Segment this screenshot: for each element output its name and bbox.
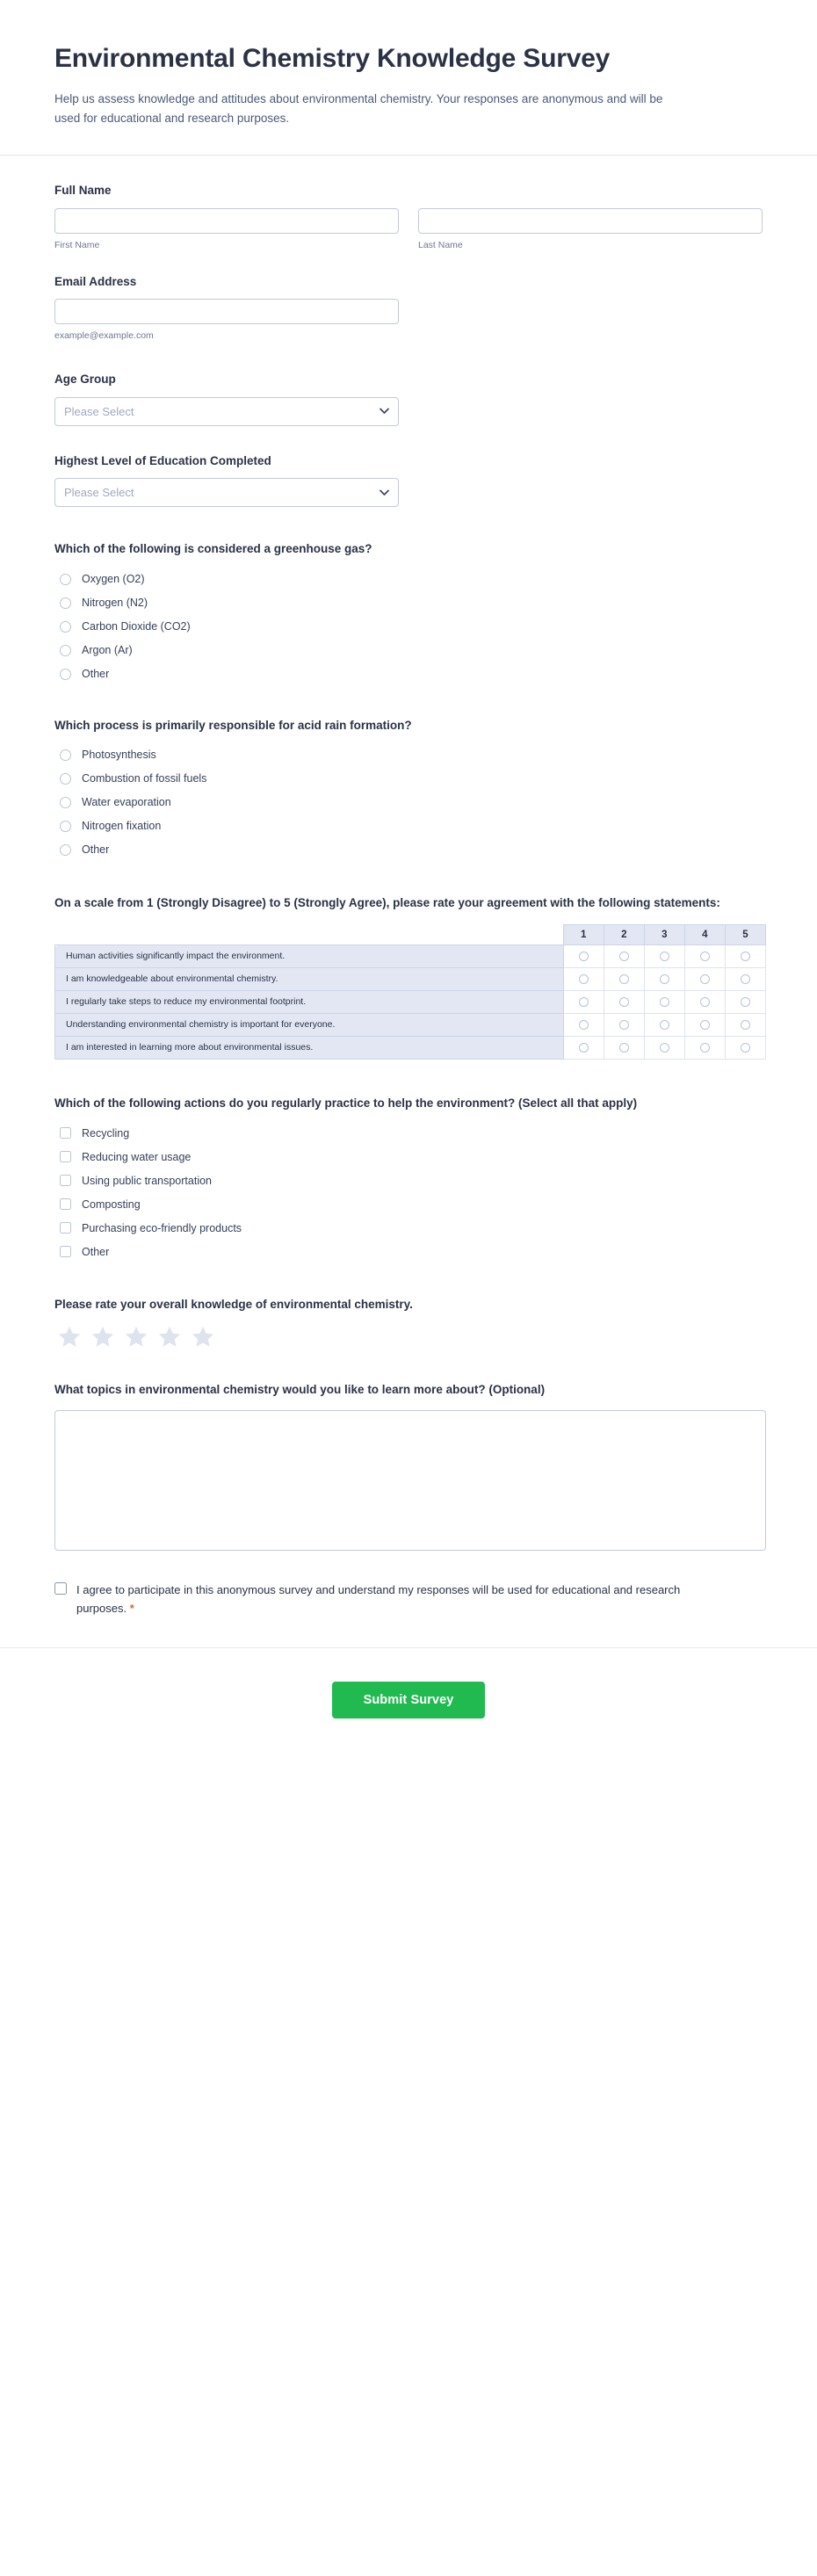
checkbox-option[interactable] xyxy=(54,1124,763,1142)
field-likert-matrix xyxy=(54,894,763,1060)
option-label: Recycling xyxy=(82,1126,130,1140)
option-label: Carbon Dioxide (CO2) xyxy=(82,619,191,633)
radio-icon xyxy=(741,1020,750,1030)
radio-option[interactable] xyxy=(54,841,763,859)
matrix-cell[interactable] xyxy=(725,968,765,991)
actions-question-label: Which of the following actions do you regularly practice to help the environment? (Select all that apply) xyxy=(54,1096,638,1111)
checkbox-option[interactable] xyxy=(54,1219,763,1237)
matrix-scale-header: 5 xyxy=(725,925,765,945)
radio-icon xyxy=(579,1020,589,1030)
matrix-scale-header: 2 xyxy=(604,925,644,945)
radio-icon xyxy=(700,974,710,984)
matrix-cell[interactable] xyxy=(725,1014,765,1037)
radio-icon xyxy=(660,952,669,961)
first-name-input[interactable] xyxy=(54,208,399,234)
matrix-cell[interactable] xyxy=(684,1037,725,1060)
field-topics xyxy=(54,1381,763,1551)
acidrain-question-label: Which process is primarily responsible for acid rain formation? xyxy=(54,718,412,732)
radio-icon xyxy=(619,1020,629,1030)
last-name-col xyxy=(418,208,763,250)
radio-icon xyxy=(60,773,71,785)
radio-icon xyxy=(60,574,71,585)
page-title: Environmental Chemistry Knowledge Survey xyxy=(54,44,611,73)
option-label: Reducing water usage xyxy=(82,1150,192,1163)
radio-icon xyxy=(579,952,589,961)
star-icon[interactable] xyxy=(158,1326,181,1348)
option-label: Water evaporation xyxy=(82,796,171,809)
matrix-cell[interactable] xyxy=(604,945,644,968)
option-label: Combustion of fossil fuels xyxy=(82,772,207,785)
matrix-scale-header: 3 xyxy=(644,925,684,945)
field-greenhouse-question xyxy=(54,540,763,683)
radio-icon xyxy=(700,1020,710,1030)
radio-icon xyxy=(741,974,750,984)
acidrain-options xyxy=(54,746,763,859)
email-col xyxy=(54,299,399,341)
matrix-cell[interactable] xyxy=(644,1037,684,1060)
option-label: Other xyxy=(82,843,110,857)
matrix-cell[interactable] xyxy=(604,1037,644,1060)
matrix-cell[interactable] xyxy=(644,945,684,968)
field-education xyxy=(54,452,763,508)
radio-icon xyxy=(60,597,71,609)
consent-text xyxy=(76,1581,691,1617)
field-actions-question xyxy=(54,1095,763,1261)
checkbox-option[interactable] xyxy=(54,1242,763,1261)
full-name-row xyxy=(54,208,763,250)
radio-option[interactable] xyxy=(54,594,763,612)
matrix-header-row xyxy=(55,925,766,945)
radio-icon xyxy=(60,669,71,680)
option-label: Argon (Ar) xyxy=(82,643,133,656)
matrix-cell[interactable] xyxy=(604,968,644,991)
required-asterisk: * xyxy=(129,1601,134,1615)
form-header xyxy=(0,0,817,156)
radio-icon xyxy=(60,749,71,761)
checkbox-option[interactable] xyxy=(54,1147,763,1166)
radio-icon xyxy=(660,974,669,984)
page-subtitle: Help us assess knowledge and attitudes about environmental chemistry. Your responses are anonymous and will be used for educational and research purposes. xyxy=(54,92,663,126)
checkbox-icon xyxy=(60,1175,71,1186)
checkbox-icon xyxy=(60,1198,71,1210)
radio-icon xyxy=(700,1043,710,1053)
matrix-statement: Human activities significantly impact the environment. xyxy=(55,945,564,968)
matrix-cell[interactable] xyxy=(684,968,725,991)
radio-option[interactable] xyxy=(54,770,763,788)
option-label: Using public transportation xyxy=(82,1174,212,1187)
radio-icon xyxy=(579,997,589,1007)
matrix-cell[interactable] xyxy=(563,991,604,1014)
consent-checkbox[interactable] xyxy=(54,1582,67,1595)
matrix-cell[interactable] xyxy=(725,991,765,1014)
star-icon[interactable] xyxy=(192,1326,214,1348)
radio-icon xyxy=(700,952,710,961)
submit-button[interactable]: Submit Survey xyxy=(332,1682,486,1719)
radio-icon xyxy=(619,974,629,984)
matrix-question-label: On a scale from 1 (Strongly Disagree) to 5 (Strongly Agree), please rate your agreement with the following statements: xyxy=(54,895,720,909)
form-footer xyxy=(0,1647,817,1759)
email-input[interactable] xyxy=(54,299,399,324)
last-name-sublabel: Last Name xyxy=(418,239,463,250)
education-select[interactable] xyxy=(54,478,399,507)
age-group-selected-value: Please Select xyxy=(64,404,134,418)
form-body xyxy=(0,156,817,1617)
first-name-sublabel: First Name xyxy=(54,239,100,250)
checkbox-icon xyxy=(60,1151,71,1162)
matrix-cell[interactable] xyxy=(644,968,684,991)
radio-icon xyxy=(741,1043,750,1053)
option-label: Photosynthesis xyxy=(82,749,156,762)
field-acidrain-question xyxy=(54,717,763,859)
matrix-scale-header: 4 xyxy=(684,925,725,945)
matrix-corner-cell xyxy=(55,925,564,945)
option-label: Nitrogen (N2) xyxy=(82,596,148,609)
checkbox-icon xyxy=(60,1222,71,1234)
field-email xyxy=(54,273,763,342)
rating-label: Please rate your overall knowledge of environmental chemistry. xyxy=(54,1298,413,1312)
radio-icon xyxy=(741,952,750,961)
matrix-cell[interactable] xyxy=(644,1014,684,1037)
table-row xyxy=(55,1014,766,1037)
radio-option[interactable] xyxy=(54,746,763,764)
matrix-statement: I am interested in learning more about environmental issues. xyxy=(55,1037,564,1060)
radio-option[interactable] xyxy=(54,665,763,684)
radio-option[interactable] xyxy=(54,618,763,636)
age-group-select-wrap xyxy=(54,397,399,426)
matrix-cell[interactable] xyxy=(644,991,684,1014)
first-name-col xyxy=(54,208,399,250)
consent-label: I agree to participate in this anonymous survey and understand my responses will be used for educational and research purposes. xyxy=(76,1582,681,1615)
matrix-cell[interactable] xyxy=(684,991,725,1014)
age-group-label: Age Group xyxy=(54,373,116,387)
education-selected-value: Please Select xyxy=(64,486,134,500)
last-name-input[interactable] xyxy=(418,208,763,234)
radio-icon xyxy=(660,997,669,1007)
matrix-wrap xyxy=(54,924,763,1060)
topics-textarea[interactable] xyxy=(54,1410,766,1551)
radio-option[interactable] xyxy=(54,641,763,660)
field-age-group xyxy=(54,371,763,426)
consent-block xyxy=(54,1581,763,1617)
email-sublabel: example@example.com xyxy=(54,330,154,342)
actions-options xyxy=(54,1124,763,1261)
matrix-statement: I am knowledgeable about environmental chemistry. xyxy=(55,968,564,991)
radio-icon xyxy=(619,952,629,961)
matrix-statement: I regularly take steps to reduce my environmental footprint. xyxy=(55,991,564,1014)
matrix-cell[interactable] xyxy=(725,945,765,968)
radio-icon xyxy=(700,997,710,1007)
table-row xyxy=(55,945,766,968)
radio-icon xyxy=(60,797,71,808)
radio-icon xyxy=(660,1020,669,1030)
star-icon[interactable] xyxy=(58,1326,81,1348)
matrix-cell[interactable] xyxy=(684,945,725,968)
matrix-statement: Understanding environmental chemistry is important for everyone. xyxy=(55,1014,564,1037)
education-select-wrap xyxy=(54,478,399,507)
matrix-cell[interactable] xyxy=(604,1014,644,1037)
table-row xyxy=(55,1037,766,1060)
radio-icon xyxy=(579,974,589,984)
option-label: Oxygen (O2) xyxy=(82,572,145,585)
radio-icon xyxy=(741,997,750,1007)
email-label: Email Address xyxy=(54,274,137,288)
radio-option[interactable] xyxy=(54,793,763,812)
option-label: Other xyxy=(82,1245,110,1258)
option-label: Other xyxy=(82,667,110,680)
matrix-cell[interactable] xyxy=(563,968,604,991)
radio-icon xyxy=(660,1043,669,1053)
matrix-cell[interactable] xyxy=(563,1037,604,1060)
matrix-cell[interactable] xyxy=(563,1014,604,1037)
table-row xyxy=(55,991,766,1014)
radio-icon xyxy=(60,621,71,633)
likert-matrix-table xyxy=(54,924,766,1060)
age-group-select[interactable] xyxy=(54,397,399,426)
checkbox-icon xyxy=(60,1246,71,1257)
radio-icon xyxy=(619,997,629,1007)
radio-icon xyxy=(60,645,71,656)
field-full-name xyxy=(54,182,763,250)
radio-icon xyxy=(619,1043,629,1053)
matrix-cell[interactable] xyxy=(684,1014,725,1037)
star-icon[interactable] xyxy=(125,1326,148,1348)
matrix-cell[interactable] xyxy=(725,1037,765,1060)
field-star-rating xyxy=(54,1296,763,1347)
table-row xyxy=(55,968,766,991)
checkbox-icon xyxy=(60,1127,71,1139)
radio-icon xyxy=(60,844,71,856)
radio-icon xyxy=(579,1043,589,1053)
radio-icon xyxy=(60,821,71,832)
option-label: Nitrogen fixation xyxy=(82,820,162,833)
radio-option[interactable] xyxy=(54,570,763,589)
greenhouse-options xyxy=(54,570,763,684)
radio-option[interactable] xyxy=(54,817,763,836)
checkbox-option[interactable] xyxy=(54,1171,763,1190)
star-rating-control xyxy=(58,1326,763,1348)
star-icon[interactable] xyxy=(91,1326,114,1348)
greenhouse-question-label: Which of the following is considered a greenhouse gas? xyxy=(54,542,372,556)
option-label: Purchasing eco-friendly products xyxy=(82,1221,242,1234)
checkbox-option[interactable] xyxy=(54,1195,763,1213)
full-name-label: Full Name xyxy=(54,184,112,198)
matrix-cell[interactable] xyxy=(563,945,604,968)
education-label: Highest Level of Education Completed xyxy=(54,453,271,467)
option-label: Composting xyxy=(82,1198,141,1211)
matrix-scale-header: 1 xyxy=(563,925,604,945)
topics-label: What topics in environmental chemistry would you like to learn more about? (Optional) xyxy=(54,1382,546,1396)
matrix-cell[interactable] xyxy=(604,991,644,1014)
